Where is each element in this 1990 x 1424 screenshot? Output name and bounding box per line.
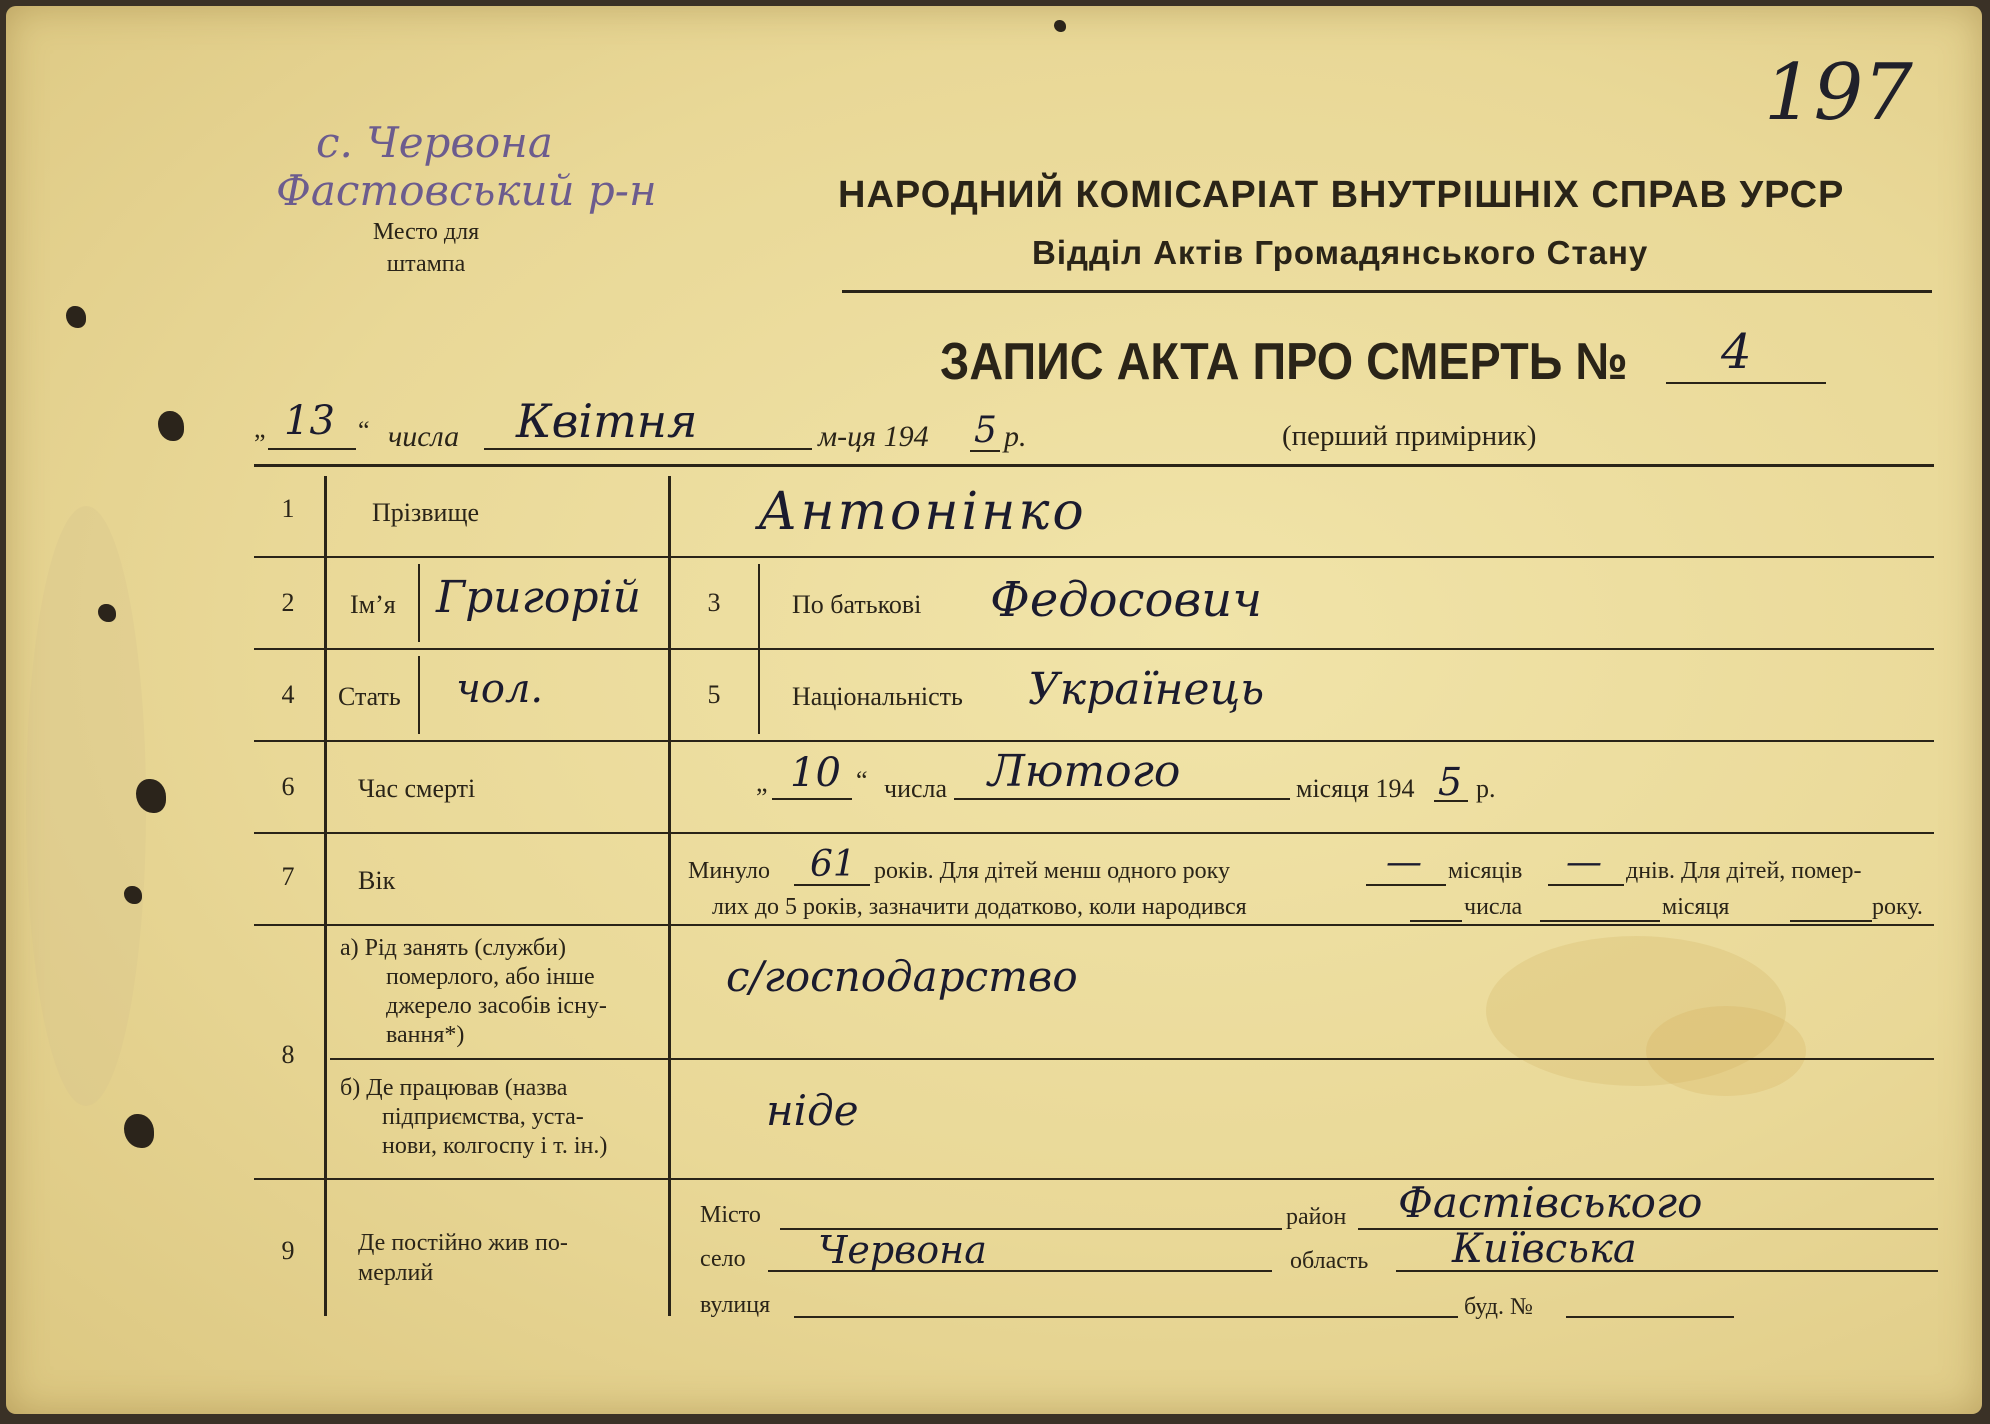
workplace-label-line: нови, колгоспу і т. ін.): [382, 1133, 608, 1159]
department-title: Відділ Актів Громадянського Стану: [1032, 234, 1649, 271]
time-of-death-label: Час смерті: [358, 774, 476, 803]
region-label: область: [1290, 1248, 1369, 1274]
patronymic-label: По батькові: [792, 590, 922, 619]
punch-hole: [66, 306, 86, 328]
stamp-handwriting-line1: с. Червона: [316, 118, 553, 167]
age-text-2: днів. Для дітей, помер-: [1626, 858, 1862, 884]
street-underline: [794, 1288, 1458, 1318]
birth-year-label: року.: [1872, 894, 1923, 920]
sex-label: Стать: [338, 682, 401, 711]
stamp-handwriting-line2: Фастовський р-н: [276, 166, 657, 215]
surname-value: Антонінко: [758, 482, 1087, 542]
workplace-value: ніде: [766, 1086, 859, 1135]
occupation-label: [340, 934, 607, 1050]
death-day: 10: [790, 750, 841, 796]
row-rule: [254, 924, 1934, 926]
date-year-label: м-ця 194: [818, 420, 929, 453]
age-line-2: лих до 5 років, зазначити додатково, коли народився: [712, 894, 1247, 920]
date-year-underline: [970, 410, 1000, 452]
date-month: Квітня: [516, 394, 698, 448]
death-month: Лютого: [988, 746, 1181, 797]
city-label: Місто: [700, 1202, 761, 1228]
birth-month-label: місяця: [1662, 894, 1730, 920]
workplace-label-line: б) Де працював (назва: [340, 1075, 568, 1101]
occupation-label-line: джерело засобів існу-: [386, 993, 607, 1019]
occupation-label-line: померлого, або інше: [386, 964, 595, 990]
paper-stain: [1646, 1006, 1806, 1096]
row-number: 2: [281, 588, 295, 617]
residence-label-line: Де постійно жив по-: [358, 1230, 568, 1256]
table-top-rule: [254, 464, 1934, 467]
occupation-value: с/господарство: [726, 952, 1078, 1001]
street-label: вулиця: [700, 1292, 771, 1318]
workplace-label: [340, 1074, 607, 1161]
age-label: Вік: [358, 866, 396, 895]
date-day-label: числа: [388, 420, 460, 453]
punch-hole: [124, 886, 142, 904]
punch-hole: [1054, 20, 1066, 32]
paper-stain: [26, 506, 146, 1106]
death-quote-close: “: [856, 766, 868, 795]
district-label: район: [1286, 1204, 1347, 1230]
row-rule: [330, 1058, 1934, 1060]
death-day-label: числа: [884, 774, 948, 803]
row-number: 1: [281, 494, 295, 523]
authority-title: НАРОДНИЙ КОМІСАРІАТ ВНУТРІШНІХ СПРАВ УРСР: [838, 174, 1845, 216]
row-number: 6: [281, 772, 295, 801]
row-number: 9: [281, 1236, 295, 1265]
death-year-digit: 5: [1438, 760, 1463, 804]
occupation-label-line: вання*): [386, 1022, 465, 1048]
row-number: 5: [707, 680, 721, 709]
punch-hole: [98, 604, 116, 622]
cell-separator: [418, 564, 420, 642]
house-label: буд. №: [1464, 1294, 1533, 1320]
cell-separator: [418, 656, 420, 734]
date-year-suffix: р.: [1004, 420, 1027, 453]
region-value: Київська: [1452, 1226, 1637, 1272]
surname-label: Прізвище: [372, 498, 480, 527]
header-rule: [842, 290, 1932, 293]
col-num-separator: [324, 476, 327, 1316]
nationality-value: Українець: [1028, 664, 1265, 715]
stamp-place-label-line1: Место для: [372, 219, 480, 245]
first-name-value: Григорій: [436, 572, 641, 623]
copy-note: (перший примірник): [1282, 420, 1537, 452]
age-minulo: Минуло: [688, 858, 770, 884]
cell-separator: [758, 564, 760, 734]
date-day: 13: [284, 398, 335, 444]
death-year-suffix: р.: [1476, 774, 1496, 803]
punch-hole: [158, 411, 184, 441]
workplace-label-line: підприємства, уста-: [382, 1104, 584, 1130]
col-label-separator: [668, 476, 671, 1316]
patronymic-value: Федосович: [990, 572, 1263, 628]
record-title: ЗАПИС АКТА ПРО СМЕРТЬ №: [940, 333, 1628, 391]
nationality-label: Національність: [792, 682, 963, 711]
residence-label: [358, 1228, 568, 1288]
village-value: Червона: [818, 1228, 987, 1272]
punch-hole: [124, 1114, 154, 1148]
row-rule: [254, 556, 1934, 558]
record-number: 4: [1721, 324, 1752, 380]
date-year-digit: 5: [974, 410, 997, 451]
occupation-label-line: а) Рід занять (служби): [340, 935, 566, 961]
age-months-label: місяців: [1448, 858, 1523, 884]
row-number: 3: [707, 588, 721, 617]
age-days-dash: —: [1566, 842, 1602, 883]
birth-month-underline: [1540, 892, 1660, 922]
house-underline: [1566, 1288, 1734, 1318]
age-years: 61: [810, 844, 856, 885]
stamp-place-label: [346, 216, 506, 280]
row-rule: [254, 740, 1934, 742]
first-name-label: Ім’я: [350, 590, 396, 619]
birth-year-underline: [1790, 892, 1872, 922]
row-rule: [254, 648, 1934, 650]
death-quote-open: „: [756, 768, 768, 797]
stamp-place-label-line2: штампа: [386, 251, 466, 277]
age-text-1: років. Для дітей менш одного року: [874, 858, 1231, 884]
row-rule: [254, 832, 1934, 834]
sex-value: чол.: [456, 666, 544, 712]
death-year-underline: [1434, 760, 1468, 802]
row-number: 7: [281, 862, 295, 891]
death-year-label: місяця 194: [1296, 774, 1415, 803]
birth-day-underline: [1410, 892, 1462, 922]
district-value: Фастівського: [1398, 1178, 1703, 1227]
archive-number: 197: [1764, 48, 1913, 138]
row-number: 8: [281, 1040, 295, 1069]
age-months-dash: —: [1386, 842, 1422, 883]
death-record-card: [6, 6, 1982, 1414]
city-underline: [780, 1200, 1282, 1230]
village-label: село: [700, 1246, 746, 1272]
birth-day-label: числа: [1464, 894, 1523, 920]
date-quote-open: „: [254, 414, 266, 443]
row-number: 4: [281, 680, 295, 709]
date-quote-close: “: [358, 416, 370, 445]
residence-label-line: мерлий: [358, 1260, 434, 1286]
